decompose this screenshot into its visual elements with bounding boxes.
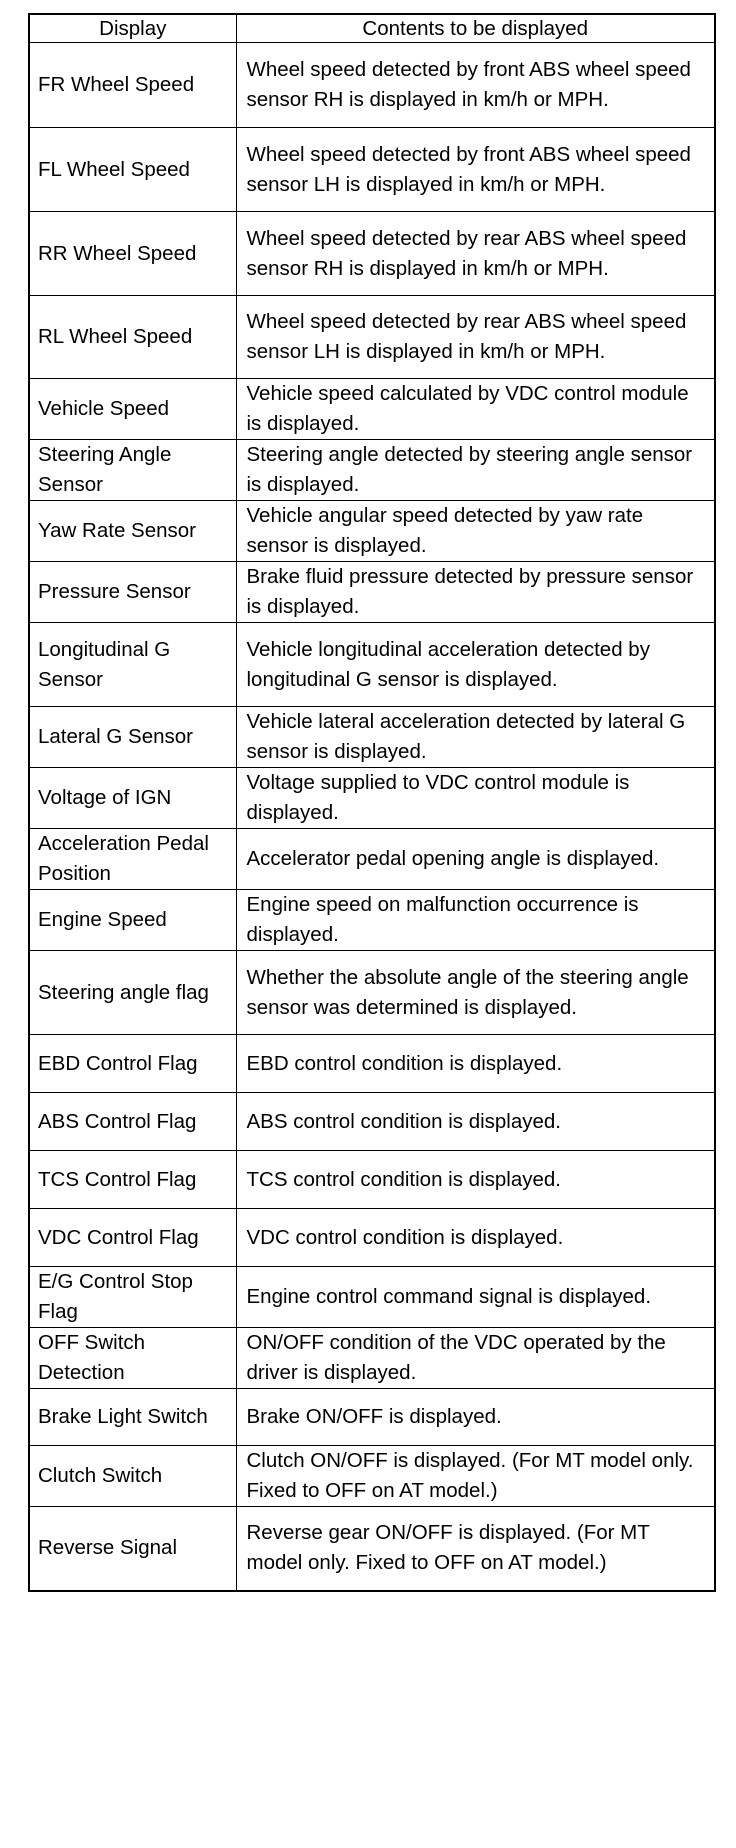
table-header-row [29, 14, 715, 43]
display-contents: Vehicle speed calculated by VDC control module is displayed. [236, 379, 715, 440]
table-row [29, 1093, 715, 1151]
display-contents: Vehicle longitudinal acceleration detected by longitudinal G sensor is displayed. [236, 623, 715, 707]
display-item: Brake Light Switch [29, 1389, 236, 1446]
table-row [29, 379, 715, 440]
display-contents: Engine control command signal is displayed. [236, 1267, 715, 1328]
display-contents: TCS control condition is displayed. [236, 1151, 715, 1209]
table-row [29, 296, 715, 379]
table-row [29, 1035, 715, 1093]
table-row [29, 562, 715, 623]
display-item: Clutch Switch [29, 1446, 236, 1507]
display-item: E/G Control Stop Flag [29, 1267, 236, 1328]
display-item: Steering angle flag [29, 951, 236, 1035]
table-row [29, 1328, 715, 1389]
display-item: ABS Control Flag [29, 1093, 236, 1151]
table-row [29, 1389, 715, 1446]
display-contents: Whether the absolute angle of the steering angle sensor was determined is displayed. [236, 951, 715, 1035]
display-contents: Wheel speed detected by rear ABS wheel speed sensor RH is displayed in km/h or MPH. [236, 212, 715, 296]
display-contents: VDC control condition is displayed. [236, 1209, 715, 1267]
table-row [29, 1151, 715, 1209]
table-row [29, 1507, 715, 1591]
display-item: Engine Speed [29, 890, 236, 951]
display-item: EBD Control Flag [29, 1035, 236, 1093]
table-row [29, 1267, 715, 1328]
display-item: TCS Control Flag [29, 1151, 236, 1209]
display-contents: Vehicle angular speed detected by yaw rate sensor is displayed. [236, 501, 715, 562]
display-contents: EBD control condition is displayed. [236, 1035, 715, 1093]
display-contents: Engine speed on malfunction occurrence is displayed. [236, 890, 715, 951]
display-item: OFF Switch Detection [29, 1328, 236, 1389]
display-item: FR Wheel Speed [29, 43, 236, 128]
display-item: Pressure Sensor [29, 562, 236, 623]
table-row [29, 1446, 715, 1507]
display-item: Steering Angle Sensor [29, 440, 236, 501]
table-row [29, 43, 715, 128]
display-contents: Brake ON/OFF is displayed. [236, 1389, 715, 1446]
display-item: Acceleration Pedal Position [29, 829, 236, 890]
display-contents: Clutch ON/OFF is displayed. (For MT model only. Fixed to OFF on AT model.) [236, 1446, 715, 1507]
display-contents-table [28, 13, 716, 1592]
display-item: Yaw Rate Sensor [29, 501, 236, 562]
table-row [29, 501, 715, 562]
display-contents: Steering angle detected by steering angle sensor is displayed. [236, 440, 715, 501]
display-item: RR Wheel Speed [29, 212, 236, 296]
table-row [29, 707, 715, 768]
table-row [29, 128, 715, 212]
display-item: FL Wheel Speed [29, 128, 236, 212]
display-contents: Wheel speed detected by front ABS wheel speed sensor RH is displayed in km/h or MPH. [236, 43, 715, 128]
display-contents: ABS control condition is displayed. [236, 1093, 715, 1151]
display-contents: ON/OFF condition of the VDC operated by the driver is displayed. [236, 1328, 715, 1389]
display-contents: Voltage supplied to VDC control module is displayed. [236, 768, 715, 829]
display-contents: Wheel speed detected by rear ABS wheel speed sensor LH is displayed in km/h or MPH. [236, 296, 715, 379]
display-item: Reverse Signal [29, 1507, 236, 1591]
header-contents: Contents to be displayed [236, 14, 715, 43]
table-row [29, 890, 715, 951]
display-contents: Wheel speed detected by front ABS wheel speed sensor LH is displayed in km/h or MPH. [236, 128, 715, 212]
display-item: Vehicle Speed [29, 379, 236, 440]
table-row [29, 623, 715, 707]
display-item: Voltage of IGN [29, 768, 236, 829]
table-row [29, 1209, 715, 1267]
display-item: Lateral G Sensor [29, 707, 236, 768]
display-contents: Brake fluid pressure detected by pressure sensor is displayed. [236, 562, 715, 623]
header-display: Display [29, 14, 236, 43]
table-row [29, 440, 715, 501]
table-row [29, 951, 715, 1035]
display-item: RL Wheel Speed [29, 296, 236, 379]
display-item: VDC Control Flag [29, 1209, 236, 1267]
display-contents: Accelerator pedal opening angle is displayed. [236, 829, 715, 890]
display-contents: Vehicle lateral acceleration detected by lateral G sensor is displayed. [236, 707, 715, 768]
display-contents: Reverse gear ON/OFF is displayed. (For MT model only. Fixed to OFF on AT model.) [236, 1507, 715, 1591]
table-row [29, 768, 715, 829]
display-item: Longitudinal G Sensor [29, 623, 236, 707]
table-row [29, 829, 715, 890]
table-row [29, 212, 715, 296]
